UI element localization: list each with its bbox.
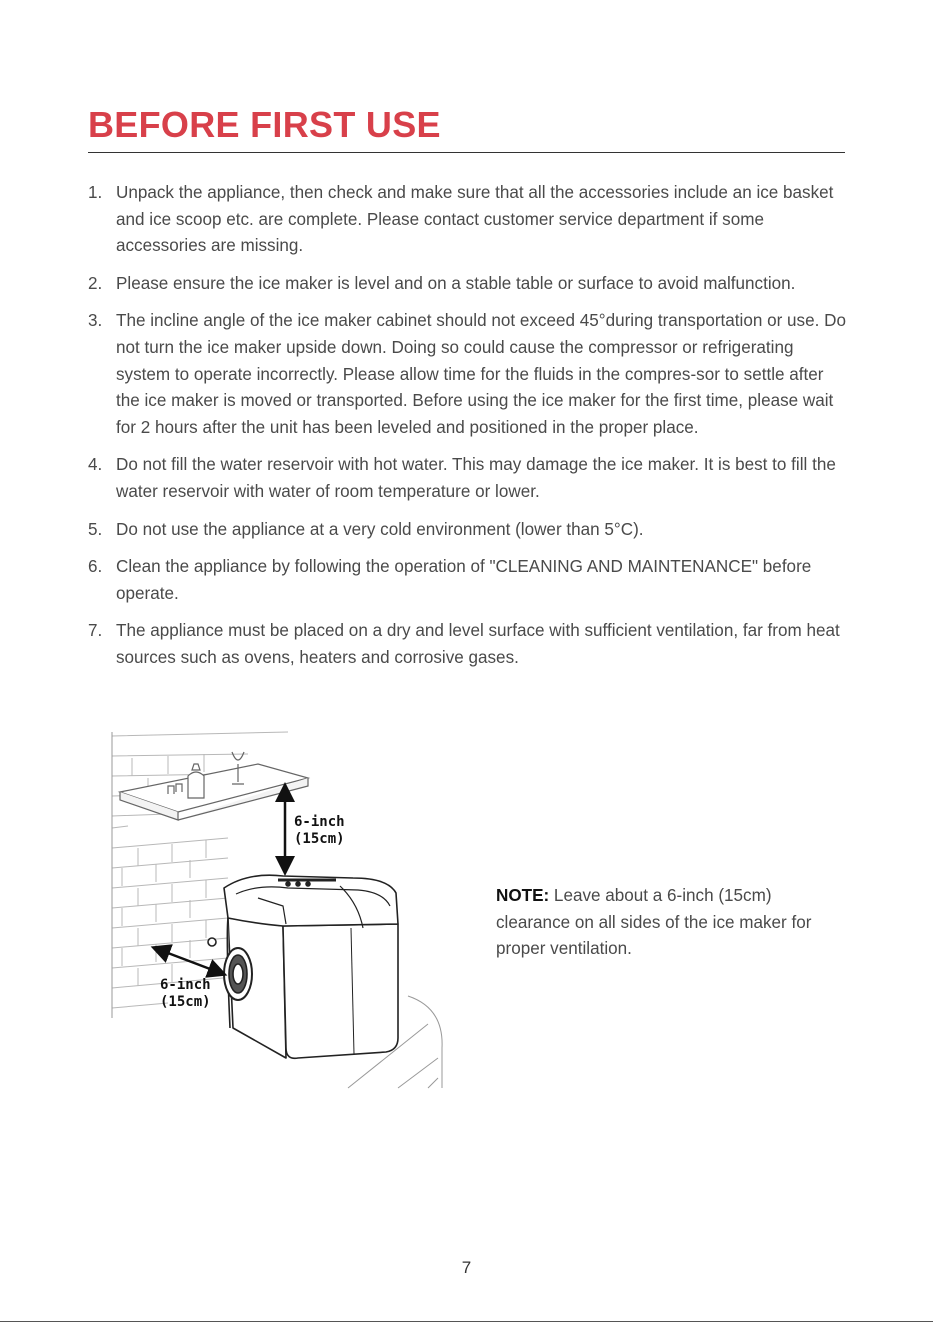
step-text: The appliance must be placed on a dry and level surface with sufficient ventilation, far from heat sources such as ovens, heaters and corrosive gases. (116, 621, 840, 667)
step-number: 2. (88, 273, 103, 293)
list-item (88, 452, 848, 505)
side-clearance-label-line1: 6-inch (160, 977, 211, 993)
step-text: The incline angle of the ice maker cabinet should not exceed 45°during transportation or use. Do not turn the ice maker upside down. Doing so could cause the compressor or refrigerating system to operate incorrectly. Please allow time for the fluids in the compres-sor to settle after the ice maker is moved or transported. Before using the ice maker for the first time, please wait for 2 hours after the unit has been leveled and positioned in the proper place. (116, 311, 846, 437)
note-label: NOTE: (496, 886, 550, 906)
instruction-list (88, 180, 848, 683)
step-text: Do not fill the water reservoir with hot water. This may damage the ice maker. It is best to fill the water reservoir with water of room temperature or lower. (116, 455, 836, 501)
step-number: 1. (88, 183, 103, 202)
list-item (88, 618, 848, 671)
side-clearance-label-line2: (15cm) (160, 994, 211, 1010)
top-clearance-label-line1: 6-inch (294, 814, 345, 830)
step-number: 3. (88, 311, 103, 331)
top-clearance-label-line2: (15cm) (294, 831, 345, 847)
step-text: Please ensure the ice maker is level and on a stable table or surface to avoid malfunction. (116, 273, 796, 293)
side-clearance-arrow (160, 950, 218, 972)
list-item (88, 554, 848, 607)
page-number: 7 (461, 1258, 472, 1277)
list-item (88, 517, 848, 544)
list-item (88, 308, 848, 441)
page-title: BEFORE FIRST USE (88, 104, 441, 145)
step-number: 7. (88, 621, 103, 641)
illustration-svg (108, 728, 453, 1093)
ice-maker-illustration (208, 875, 398, 1058)
step-number: 5. (88, 519, 103, 539)
step-number: 4. (88, 455, 103, 475)
ventilation-note (496, 883, 841, 963)
list-item (88, 271, 848, 298)
step-text: Unpack the appliance, then check and make sure that all the accessories include an ice basket and ice scoop etc. are complete. Please contact customer service department if some accessories are missing. (116, 183, 834, 256)
bottom-border (0, 1321, 933, 1322)
step-text: Clean the appliance by following the operation of "CLEANING AND MAINTENANCE" before operate. (116, 557, 812, 603)
list-item (88, 180, 848, 260)
title-divider (88, 152, 845, 153)
step-text: Do not use the appliance at a very cold environment (lower than 5°C). (116, 519, 644, 539)
step-number: 6. (88, 557, 103, 577)
note-text: Leave about a 6-inch (15cm) clearance on all sides of the ice maker for proper ventilation. (496, 886, 812, 959)
shelf (120, 752, 308, 820)
ice-maker-clearance-illustration (108, 728, 453, 1093)
